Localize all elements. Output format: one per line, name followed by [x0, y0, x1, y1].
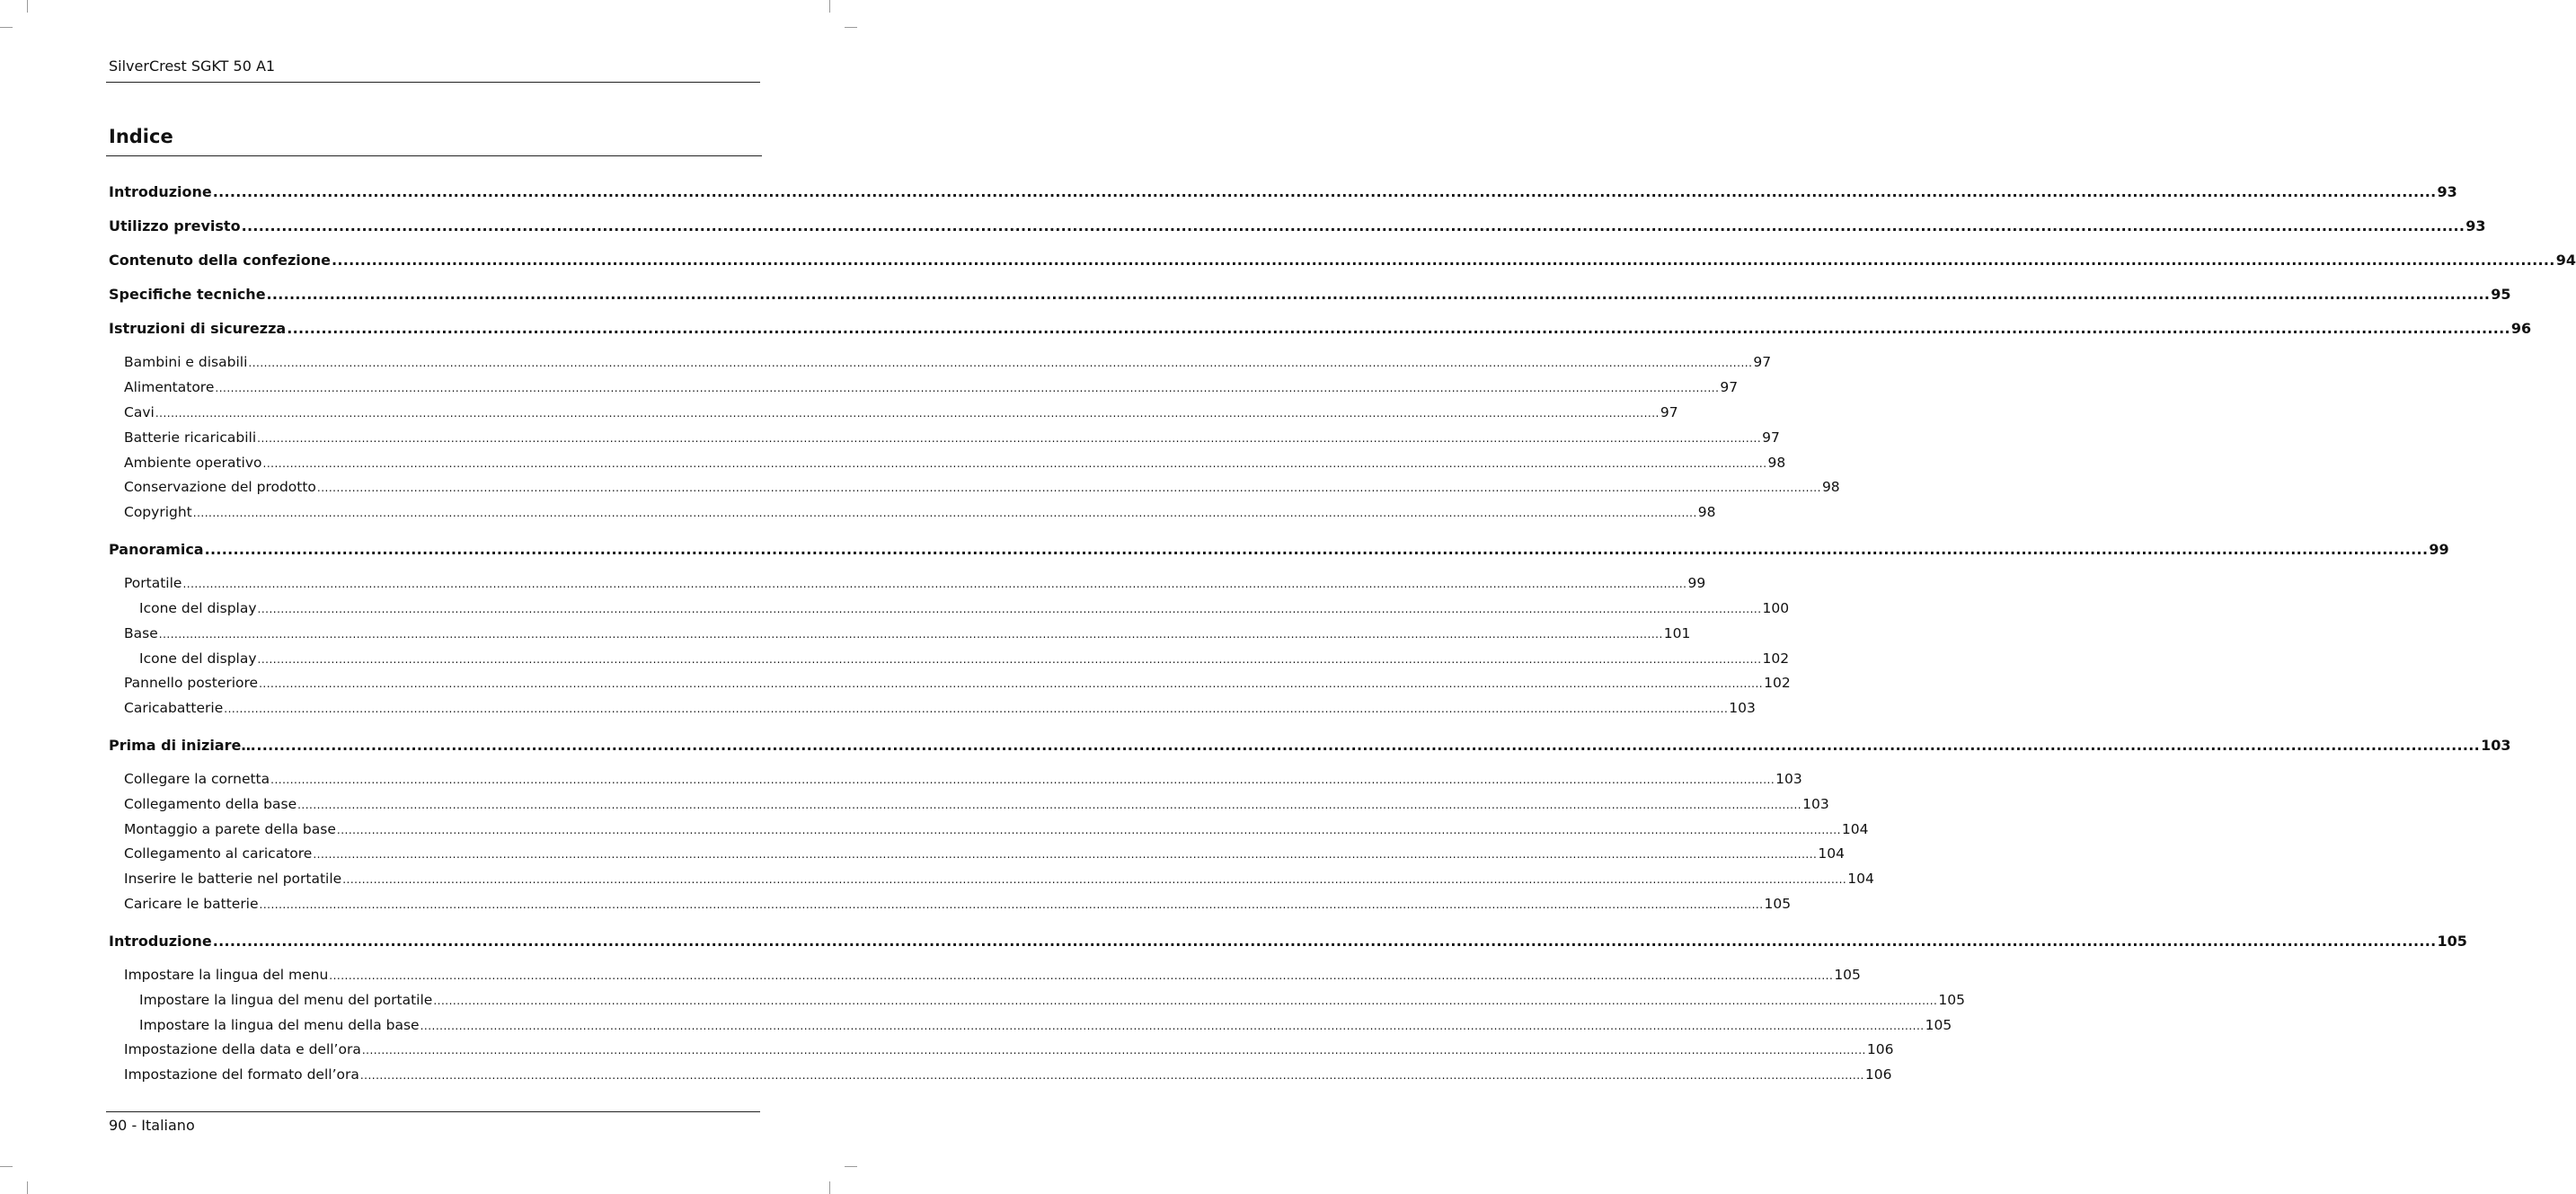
- toc-entry-label: Impostazione del formato dell’ora: [124, 1066, 359, 1083]
- toc-leader-dots: ....................................................................................................................................................................................................................................................................................................................................................................................................: [248, 357, 1753, 369]
- toc-entry[interactable]: [109, 251, 2576, 270]
- toc-entry[interactable]: [124, 769, 1802, 789]
- toc-entry-label: Ambiente operativo: [124, 455, 262, 471]
- crop-mark: [845, 27, 857, 28]
- toc-entry-page-number: 106: [1866, 1041, 1894, 1057]
- toc-entry-page-number: 104: [1818, 845, 1845, 862]
- toc-entry-page-number: 93: [2465, 217, 2486, 234]
- toc-entry-page-number: 105: [1834, 967, 1861, 983]
- toc-leader-dots: ....................................................................................................................................................................................................................................................................................................................................................................................................: [192, 507, 1697, 519]
- toc-leader-dots: ....................................................................................................................................................................................................................................................................................................................................................................................................: [224, 703, 1729, 715]
- toc-entry[interactable]: [124, 894, 1792, 914]
- toc-entry[interactable]: [139, 649, 1790, 668]
- toc-entry-label: Panoramica: [109, 541, 204, 558]
- toc-entry-label: Impostare la lingua del menu della base: [139, 1017, 420, 1033]
- crop-mark: [0, 1166, 13, 1167]
- toc-entry-label: Collegare la cornetta: [124, 771, 270, 787]
- toc-entry-label: Cavi: [124, 404, 155, 420]
- toc-leader-dots: ....................................................................................................................................................................................................................................................................................................................................................................................................: [257, 653, 1762, 666]
- toc-leader-dots: ....................................................................................................................................................................................................................................................................................................................................................................................................: [212, 933, 2437, 950]
- toc-entry-page-number: 105: [1925, 1017, 1952, 1033]
- toc-entry-label: Montaggio a parete della base: [124, 821, 336, 837]
- toc-entry-page-number: 105: [1764, 896, 1792, 912]
- toc-entry[interactable]: [109, 319, 2532, 339]
- toc-entry-label: Portatile: [124, 575, 182, 591]
- toc-entry-page-number: 97: [1660, 404, 1678, 420]
- toc-entry-label: Bambini e disabili: [124, 354, 248, 370]
- toc-leader-dots: ....................................................................................................................................................................................................................................................................................................................................................................................................: [433, 995, 1938, 1007]
- toc-entry[interactable]: [124, 502, 1716, 522]
- toc-entry[interactable]: [124, 698, 1756, 718]
- toc-leader-dots: ....................................................................................................................................................................................................................................................................................................................................................................................................: [241, 217, 2465, 234]
- toc-entry-label: Pannello posteriore: [124, 675, 259, 691]
- toc-entry-page-number: 103: [1775, 771, 1802, 787]
- toc-entry[interactable]: [109, 182, 2457, 202]
- toc-leader-dots: ....................................................................................................................................................................................................................................................................................................................................................................................................: [316, 482, 1821, 494]
- toc-entry-label: Specifiche tecniche: [109, 286, 266, 303]
- toc-leader-dots: ....................................................................................................................................................................................................................................................................................................................................................................................................: [257, 603, 1762, 615]
- toc-entry[interactable]: [109, 217, 2486, 236]
- toc-entry[interactable]: [124, 453, 1786, 473]
- toc-entry-page-number: 100: [1762, 600, 1790, 616]
- toc-entry-page-number: 98: [1697, 504, 1716, 520]
- toc-entry[interactable]: [124, 844, 1845, 863]
- toc-entry-page-number: 97: [1762, 429, 1780, 446]
- toc-entry[interactable]: [124, 819, 1869, 839]
- toc-entry-label: Impostare la lingua del menu del portatile: [139, 992, 433, 1008]
- toc-entry[interactable]: [124, 477, 1840, 497]
- crop-mark: [27, 1181, 28, 1194]
- toc-entry-label: Impostazione della data e dell’ora: [124, 1041, 361, 1057]
- toc-leader-dots: ....................................................................................................................................................................................................................................................................................................................................................................................................: [270, 774, 1775, 786]
- toc-entry-label: Contenuto della confezione: [109, 252, 331, 269]
- header-product-title: SilverCrest SGKT 50 A1: [109, 57, 276, 75]
- toc-leader-dots: ....................................................................................................................................................................................................................................................................................................................................................................................................: [336, 824, 1841, 836]
- toc-entry-label: Caricabatterie: [124, 700, 224, 716]
- toc-entry-page-number: 96: [2510, 320, 2532, 337]
- toc-entry[interactable]: [124, 402, 1678, 422]
- toc-entry-page-number: 102: [1764, 675, 1791, 691]
- toc-entry[interactable]: [124, 428, 1780, 447]
- toc-entry[interactable]: [109, 932, 2467, 951]
- toc-entry-page-number: 99: [2429, 541, 2449, 558]
- toc-leader-dots: ....................................................................................................................................................................................................................................................................................................................................................................................................: [331, 252, 2555, 269]
- toc-leader-dots: ....................................................................................................................................................................................................................................................................................................................................................................................................: [287, 320, 2510, 337]
- toc-entry[interactable]: [124, 573, 1706, 593]
- toc-entry-label: Copyright: [124, 504, 192, 520]
- toc-entry-page-number: 103: [1729, 700, 1756, 716]
- toc-leader-dots: ....................................................................................................................................................................................................................................................................................................................................................................................................: [158, 628, 1663, 641]
- toc-entry-label: Conservazione del prodotto: [124, 479, 316, 495]
- toc-leader-dots: ....................................................................................................................................................................................................................................................................................................................................................................................................: [313, 848, 1818, 861]
- toc-entry-label: Collegamento della base: [124, 796, 297, 812]
- toc-entry[interactable]: [124, 965, 1861, 985]
- toc-entry-page-number: 97: [1720, 379, 1739, 395]
- toc-entry-label: Base: [124, 625, 158, 641]
- crop-mark: [27, 0, 28, 13]
- toc-entry[interactable]: [109, 736, 2511, 756]
- toc-entry-page-number: 99: [1687, 575, 1706, 591]
- toc-leader-dots: ....................................................................................................................................................................................................................................................................................................................................................................................................: [262, 457, 1767, 470]
- toc-entry-page-number: 105: [1938, 992, 1965, 1008]
- toc-leader-dots: ....................................................................................................................................................................................................................................................................................................................................................................................................: [215, 382, 1720, 394]
- toc-entry-label: Prima di iniziare…: [109, 737, 256, 754]
- toc-leader-dots: ....................................................................................................................................................................................................................................................................................................................................................................................................: [297, 799, 1802, 811]
- title-divider: [106, 155, 762, 156]
- toc-entry-label: Impostare la lingua del menu: [124, 967, 329, 983]
- toc-entry[interactable]: [139, 990, 1965, 1010]
- toc-leader-dots: ....................................................................................................................................................................................................................................................................................................................................................................................................: [182, 578, 1687, 590]
- toc-entry-page-number: 94: [2555, 252, 2576, 269]
- toc-entry-page-number: 106: [1864, 1066, 1892, 1083]
- toc-entry[interactable]: [124, 673, 1791, 693]
- toc-entry-page-number: 102: [1762, 650, 1790, 667]
- toc-entry[interactable]: [109, 540, 2449, 560]
- toc-entry-page-number: 101: [1663, 625, 1691, 641]
- toc-entry-page-number: 104: [1847, 871, 1874, 887]
- crop-mark: [829, 1181, 830, 1194]
- toc-entry[interactable]: [124, 377, 1739, 397]
- toc-entry-page-number: 95: [2491, 286, 2511, 303]
- toc-leader-dots: ....................................................................................................................................................................................................................................................................................................................................................................................................: [266, 286, 2491, 303]
- toc-entry-label: Introduzione: [109, 183, 212, 200]
- toc-entry-page-number: 105: [2437, 933, 2467, 950]
- toc-entry-page-number: 98: [1767, 455, 1786, 471]
- toc-entry-label: Icone del display: [139, 600, 257, 616]
- toc-leader-dots: ....................................................................................................................................................................................................................................................................................................................................................................................................: [420, 1020, 1925, 1032]
- toc-entry-page-number: 103: [2481, 737, 2511, 754]
- toc-entry-label: Icone del display: [139, 650, 257, 667]
- crop-mark: [0, 27, 13, 28]
- toc-entry-page-number: 98: [1821, 479, 1840, 495]
- toc-entry[interactable]: [124, 352, 1772, 372]
- toc-entry-label: Introduzione: [109, 933, 212, 950]
- toc-entry[interactable]: [109, 285, 2511, 305]
- page-title: Indice: [109, 126, 173, 147]
- toc-leader-dots: ....................................................................................................................................................................................................................................................................................................................................................................................................: [361, 1044, 1866, 1057]
- toc-entry-page-number: 103: [1802, 796, 1829, 812]
- toc-leader-dots: ....................................................................................................................................................................................................................................................................................................................................................................................................: [359, 1069, 1864, 1082]
- header-divider: [106, 82, 760, 83]
- toc-entry[interactable]: [124, 869, 1874, 889]
- toc-entry-page-number: 104: [1841, 821, 1869, 837]
- toc-entry[interactable]: [124, 794, 1829, 814]
- toc-leader-dots: ....................................................................................................................................................................................................................................................................................................................................................................................................: [212, 183, 2437, 200]
- toc-entry[interactable]: [124, 1039, 1894, 1059]
- toc-leader-dots: ....................................................................................................................................................................................................................................................................................................................................................................................................: [204, 541, 2429, 558]
- toc-entry-label: Istruzioni di sicurezza: [109, 320, 287, 337]
- crop-mark: [829, 0, 830, 13]
- toc-leader-dots: ....................................................................................................................................................................................................................................................................................................................................................................................................: [259, 677, 1764, 690]
- toc-leader-dots: ....................................................................................................................................................................................................................................................................................................................................................................................................: [329, 969, 1834, 982]
- toc-leader-dots: ....................................................................................................................................................................................................................................................................................................................................................................................................: [257, 432, 1762, 445]
- toc-entry-label: Utilizzo previsto: [109, 217, 241, 234]
- toc-leader-dots: ....................................................................................................................................................................................................................................................................................................................................................................................................: [259, 898, 1764, 911]
- toc-entry[interactable]: [139, 1015, 1952, 1035]
- toc-entry-page-number: 93: [2437, 183, 2457, 200]
- toc-entry[interactable]: [124, 624, 1691, 643]
- toc-entry-page-number: 97: [1753, 354, 1772, 370]
- toc-entry-label: Batterie ricaricabili: [124, 429, 257, 446]
- toc-entry[interactable]: [124, 1065, 1892, 1084]
- crop-mark: [845, 1166, 857, 1167]
- footer-page-label: 90 - Italiano: [109, 1117, 195, 1134]
- toc-entry-label: Collegamento al caricatore: [124, 845, 313, 862]
- toc-leader-dots: ....................................................................................................................................................................................................................................................................................................................................................................................................: [155, 407, 1660, 420]
- toc-leader-dots: ....................................................................................................................................................................................................................................................................................................................................................................................................: [342, 873, 1847, 886]
- toc-entry-label: Caricare le batterie: [124, 896, 259, 912]
- footer-divider: [106, 1111, 760, 1112]
- toc-entry[interactable]: [139, 598, 1790, 618]
- toc-entry-label: Inserire le batterie nel portatile: [124, 871, 342, 887]
- toc-entry-label: Alimentatore: [124, 379, 215, 395]
- toc-leader-dots: ....................................................................................................................................................................................................................................................................................................................................................................................................: [256, 737, 2481, 754]
